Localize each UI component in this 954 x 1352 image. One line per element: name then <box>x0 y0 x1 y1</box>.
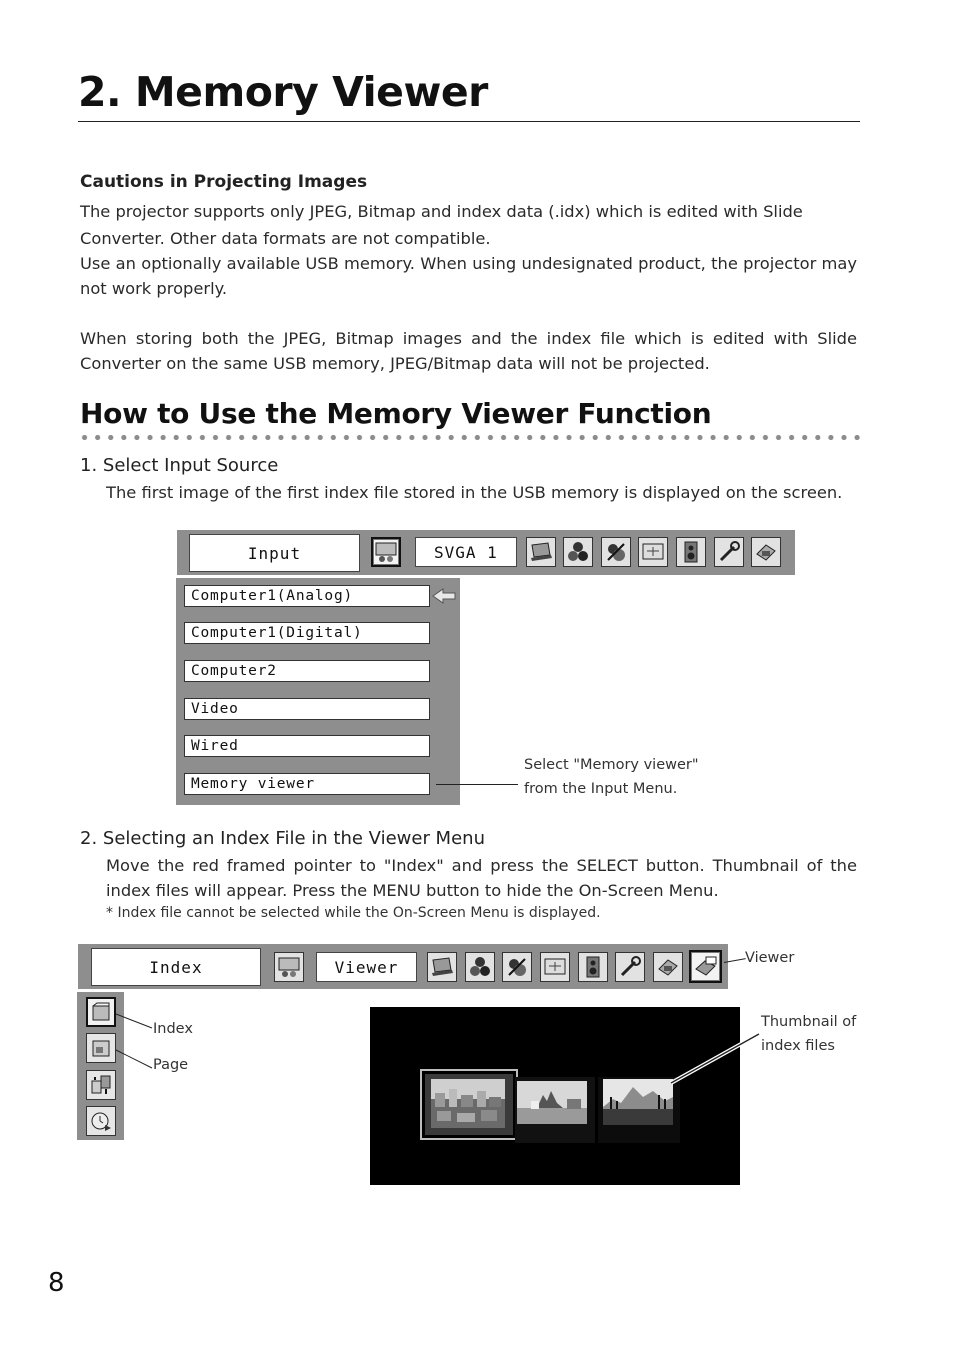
monitor-icon[interactable] <box>371 537 401 567</box>
dotted-divider <box>78 434 864 441</box>
cautions-heading: Cautions in Projecting Images <box>80 172 368 192</box>
thumbnail-2[interactable] <box>515 1077 595 1143</box>
page-callout: Page <box>153 1057 189 1073</box>
side-callout-lines <box>112 1010 154 1072</box>
pointer-arrow-icon <box>431 586 457 606</box>
memory-viewer-callout-line <box>436 784 518 785</box>
index-callout: Index <box>153 1021 193 1037</box>
viewer-icon[interactable] <box>689 950 722 983</box>
laptop-icon[interactable] <box>427 952 457 982</box>
slide-order-icon[interactable] <box>86 1070 116 1100</box>
step2-body: Move the red framed pointer to "Index" and press the SELECT button. Thumbnail of the index files will appear. Press the MENU button to hide the On-Screen Menu. <box>106 856 857 900</box>
color-balls-icon[interactable] <box>465 952 495 982</box>
input-item-computer1-digital[interactable]: Computer1(Digital) <box>184 622 430 644</box>
input-item-computer2[interactable]: Computer2 <box>184 660 430 682</box>
settings-icon[interactable] <box>751 537 781 567</box>
input-source-value: SVGA 1 <box>415 537 517 567</box>
viewer-callout: Viewer <box>745 950 795 966</box>
section-heading: How to Use the Memory Viewer Function <box>80 397 712 430</box>
speaker-icon[interactable] <box>676 537 706 567</box>
step2-note: * Index file cannot be selected while the On-Screen Menu is displayed. <box>106 905 601 921</box>
step2-heading: 2. Selecting an Index File in the Viewer Menu <box>80 828 485 849</box>
step1-heading: 1. Select Input Source <box>80 455 279 476</box>
tools-icon[interactable] <box>615 952 645 982</box>
input-menu-bar <box>177 530 795 575</box>
input-item-video[interactable]: Video <box>184 698 430 720</box>
page-number: 8 <box>48 1268 65 1298</box>
thumbnail-callout-2: index files <box>761 1038 835 1054</box>
viewer-source-value: Viewer <box>316 952 417 982</box>
thumbnail-callout-line <box>668 1030 762 1086</box>
memory-viewer-annotation-2: from the Input Menu. <box>524 781 678 797</box>
viewer-menu-bar <box>78 944 728 989</box>
cautions-line-2: Converter. Other data formats are not compatible. <box>80 229 491 248</box>
title-rule <box>78 121 860 122</box>
input-item-computer1-analog[interactable]: Computer1(Analog) <box>184 585 430 607</box>
page-title: 2. Memory Viewer <box>78 68 488 116</box>
color-balls-icon[interactable] <box>563 537 593 567</box>
timer-icon[interactable] <box>86 1106 116 1136</box>
image-adjust-icon[interactable] <box>502 952 532 982</box>
speaker-icon[interactable] <box>578 952 608 982</box>
monitor-icon[interactable] <box>274 952 304 982</box>
image-adjust-icon[interactable] <box>601 537 631 567</box>
input-source-panel <box>176 578 460 805</box>
screen-icon[interactable] <box>540 952 570 982</box>
screen-icon[interactable] <box>638 537 668 567</box>
cautions-line-1: The projector supports only JPEG, Bitmap and index data (.idx) which is edited with Slide <box>80 202 803 221</box>
input-item-memory-viewer[interactable]: Memory viewer <box>184 773 430 795</box>
step1-body: The first image of the first index file stored in the USB memory is displayed on the screen. <box>106 483 843 502</box>
tools-icon[interactable] <box>714 537 744 567</box>
input-item-wired[interactable]: Wired <box>184 735 430 757</box>
memory-viewer-annotation-1: Select "Memory viewer" <box>524 757 699 773</box>
thumbnail-1[interactable] <box>420 1069 518 1140</box>
cautions-paragraph-3: When storing both the JPEG, Bitmap images and the index file which is edited with Slide Converter on the same USB memory, JPEG/Bitmap data will not be projected. <box>80 329 857 373</box>
cautions-paragraph-2: Use an optionally available USB memory. When using undesignated product, the projector may not work properly. <box>80 254 857 298</box>
input-menu-label[interactable]: Input <box>189 534 360 572</box>
settings-icon[interactable] <box>653 952 683 982</box>
viewer-menu-label[interactable]: Index <box>91 948 261 986</box>
laptop-icon[interactable] <box>526 537 556 567</box>
thumbnail-callout-1: Thumbnail of <box>761 1014 857 1030</box>
thumbnail-3[interactable] <box>598 1077 680 1143</box>
